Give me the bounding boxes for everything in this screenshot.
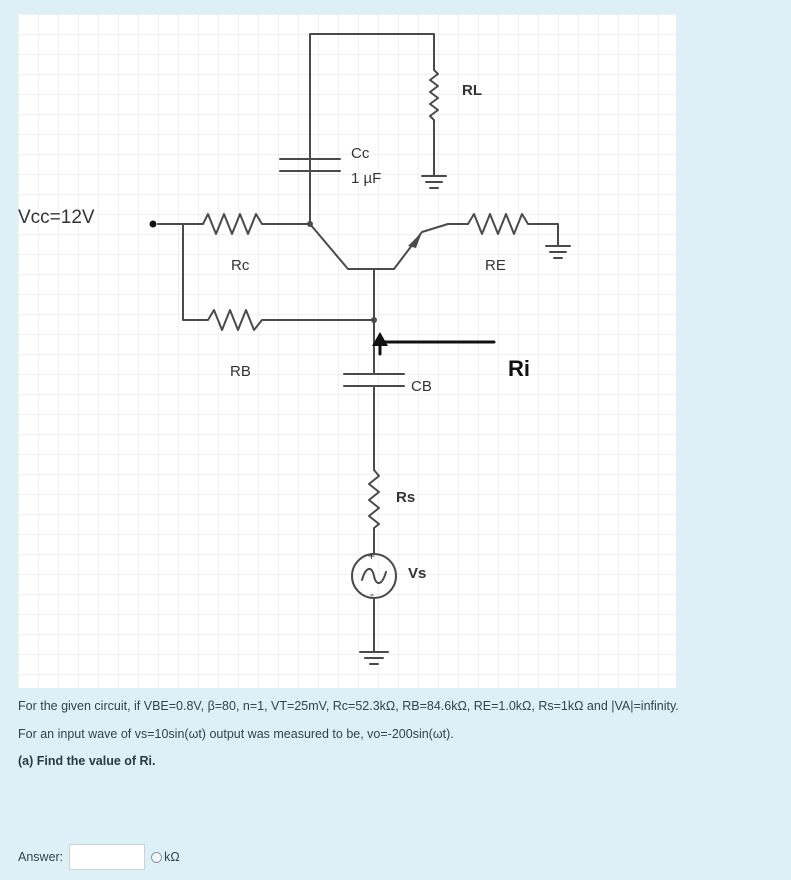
rc-label: Rc [231, 257, 250, 274]
circuit-figure [18, 14, 676, 688]
cc-value: 1 µF [351, 170, 382, 187]
circuit-diagram [18, 14, 676, 688]
rl-label: RL [462, 82, 482, 99]
vcc-terminal [150, 221, 157, 228]
vcc-label: Vcc=12V [18, 207, 95, 228]
source-plus-label: + [368, 549, 376, 563]
unit-label: kΩ [164, 850, 180, 864]
unit-radio-button[interactable] [151, 852, 162, 863]
cc-label: Cc [351, 145, 370, 162]
answer-label: Answer: [18, 850, 64, 864]
question-given-line: For the given circuit, if VBE=0.8V, β=80, n=1, VT=25mV, Rc=52.3kΩ, RB=84.6kΩ, RE=1.0kΩ, Rs=1kΩ and |VA|=infinity. [18, 699, 679, 713]
answer-row [18, 842, 180, 872]
re-label: RE [485, 257, 506, 274]
source-minus-label: - [370, 587, 374, 601]
rs-label: Rs [396, 489, 416, 506]
collector-node [307, 221, 313, 227]
question-part-a: (a) Find the value of Ri. [18, 754, 156, 768]
cb-label: CB [411, 378, 432, 395]
answer-input[interactable] [69, 844, 145, 870]
vs-label: Vs [408, 565, 427, 582]
question-input-line: For an input wave of vs=10sin(ωt) output was measured to be, vo=-200sin(ωt). [18, 727, 454, 741]
ri-label: Ri [508, 356, 530, 381]
grid-background [18, 14, 676, 688]
rb-label: RB [230, 363, 251, 380]
base-node [371, 317, 377, 323]
